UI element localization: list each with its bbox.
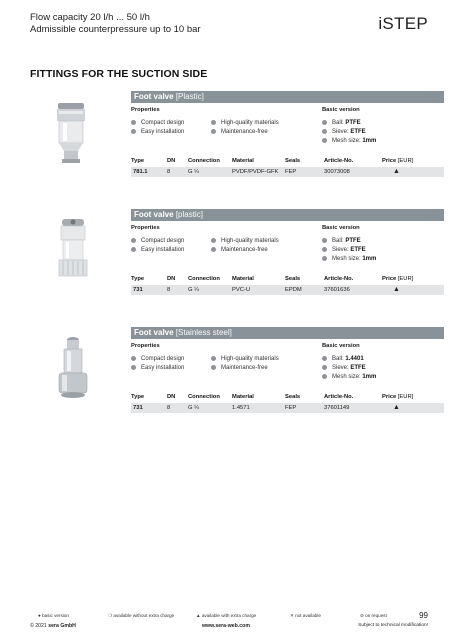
cell-type: 781.1 <box>133 169 148 175</box>
col-article: Article-No. <box>324 158 354 164</box>
properties-label: Properties <box>131 343 160 349</box>
bullet-icon <box>322 238 327 243</box>
product-table <box>131 273 444 295</box>
product-table <box>131 155 444 177</box>
website-link[interactable]: www.sera-web.com <box>202 623 250 629</box>
bullet-icon <box>322 129 327 134</box>
col-dn: DN <box>167 158 176 164</box>
product-table <box>131 391 444 413</box>
cell-article: 30073008 <box>324 169 350 175</box>
modification-notice: Subject to technical modification! <box>358 623 428 628</box>
bullet-icon <box>131 356 136 361</box>
open-circle-icon: ❍ <box>108 613 113 618</box>
header-flow-capacity: Flow capacity 20 l/h ... 50 l/h <box>30 12 150 23</box>
property-item: Easy installation <box>131 246 184 255</box>
price-triangle-icon: ▲ <box>393 404 400 411</box>
property-item: Maintenance-free <box>211 246 279 255</box>
bullet-icon <box>131 129 136 134</box>
bullet-icon <box>211 120 216 125</box>
product-content <box>131 91 444 177</box>
cell-seals: FEP <box>285 405 297 411</box>
table-header <box>131 273 444 285</box>
property-item: Easy installation <box>131 128 184 137</box>
bullet-icon <box>211 356 216 361</box>
properties-header <box>131 225 444 237</box>
triangle-icon: ▲ <box>196 613 201 618</box>
cell-material: PVDF/PVDF-GFK <box>232 169 279 175</box>
basic-version-item: Sieve: ETFE <box>322 364 376 373</box>
foot-valve-stainless-photo <box>50 335 106 409</box>
cell-connection: G ¼ <box>188 169 199 175</box>
col-connection: Connection <box>188 394 220 400</box>
col-connection: Connection <box>188 276 220 282</box>
bullet-icon <box>131 365 136 370</box>
cell-connection: G ¼ <box>188 405 199 411</box>
col-dn: DN <box>167 276 176 282</box>
cell-article: 37601636 <box>324 287 350 293</box>
property-item: High-quality materials <box>211 237 279 246</box>
product-title-bar <box>131 209 444 221</box>
cell-seals: FEP <box>285 169 297 175</box>
bullet-icon <box>322 256 327 261</box>
basic-version-label: Basic version <box>322 225 360 231</box>
product-title-bar <box>131 91 444 103</box>
properties-label: Properties <box>131 107 160 113</box>
property-item: High-quality materials <box>211 355 279 364</box>
properties-list <box>131 355 444 391</box>
col-material: Material <box>232 158 254 164</box>
basic-version-item: Mesh size: 1mm <box>322 373 376 382</box>
price-triangle-icon: ▲ <box>393 286 400 293</box>
copyright: © 2021 sera GmbH <box>30 623 76 629</box>
property-item: Maintenance-free <box>211 364 279 373</box>
product-content <box>131 209 444 295</box>
col-material: Material <box>232 276 254 282</box>
basic-version-item: Ball: PTFE <box>322 237 376 246</box>
product-content <box>131 327 444 413</box>
col-type: Type <box>131 394 145 400</box>
properties-list <box>131 119 444 155</box>
filled-circle-icon: ● <box>38 613 41 618</box>
page-number: 99 <box>419 611 428 620</box>
foot-valve-plastic-photo <box>50 99 106 173</box>
product-name: Foot valve <box>134 92 174 101</box>
properties-header <box>131 343 444 355</box>
basic-version-item: Sieve: ETFE <box>322 128 376 137</box>
table-row <box>131 285 444 295</box>
property-item: Compact design <box>131 355 184 364</box>
section-title: FITTINGS FOR THE SUCTION SIDE <box>30 68 208 80</box>
product-variant: [Plastic] <box>175 92 204 101</box>
col-type: Type <box>131 158 145 164</box>
col-price: Price [EUR] <box>382 158 414 164</box>
bullet-icon <box>131 247 136 252</box>
properties-list <box>131 237 444 273</box>
col-seals: Seals <box>285 394 301 400</box>
foot-valve-plastic-photo <box>50 217 106 291</box>
cell-material: 1.4571 <box>232 405 250 411</box>
basic-version-item: Ball: 1.4401 <box>322 355 376 364</box>
col-seals: Seals <box>285 158 301 164</box>
col-dn: DN <box>167 394 176 400</box>
table-row <box>131 403 444 413</box>
property-item: High-quality materials <box>211 119 279 128</box>
properties-header <box>131 107 444 119</box>
cell-dn: 8 <box>167 287 171 293</box>
bullet-icon <box>211 365 216 370</box>
bullet-icon <box>211 247 216 252</box>
bullet-icon <box>322 247 327 252</box>
basic-version-label: Basic version <box>322 107 360 113</box>
bullet-icon <box>131 238 136 243</box>
basic-version-label: Basic version <box>322 343 360 349</box>
slashed-circle-icon: ⊘ <box>360 613 364 618</box>
legend-extra-charge: ▲ available with extra charge <box>196 613 257 618</box>
legend <box>38 612 418 620</box>
col-price: Price [EUR] <box>382 276 414 282</box>
basic-version-item: Ball: PTFE <box>322 119 376 128</box>
cell-article: 37601149 <box>324 405 350 411</box>
basic-version-item: Mesh size: 1mm <box>322 137 376 146</box>
table-header <box>131 155 444 167</box>
property-item: Maintenance-free <box>211 128 279 137</box>
bullet-icon <box>131 120 136 125</box>
legend-on-request: ⊘ on request <box>360 613 387 618</box>
cell-material: PVC-U <box>232 287 251 293</box>
price-triangle-icon: ▲ <box>393 168 400 175</box>
col-type: Type <box>131 276 145 282</box>
product-variant: [plastic] <box>175 210 203 219</box>
properties-label: Properties <box>131 225 160 231</box>
basic-version-item: Sieve: ETFE <box>322 246 376 255</box>
property-item: Easy installation <box>131 364 184 373</box>
product-title-bar <box>131 327 444 339</box>
product-name: Foot valve <box>134 328 174 337</box>
product-name: Foot valve <box>134 210 174 219</box>
bullet-icon <box>211 129 216 134</box>
legend-basic-version: ● basic version <box>38 613 69 618</box>
col-price: Price [EUR] <box>382 394 414 400</box>
legend-without-charge: ❍ available without extra charge <box>108 613 175 618</box>
col-article: Article-No. <box>324 394 354 400</box>
basic-version-item: Mesh size: 1mm <box>322 255 376 264</box>
header-counterpressure: Admissible counterpressure up to 10 bar <box>30 24 201 35</box>
cell-dn: 8 <box>167 169 171 175</box>
bullet-icon <box>322 374 327 379</box>
product-variant: [Stainless steel] <box>175 328 232 337</box>
bullet-icon <box>322 138 327 143</box>
col-material: Material <box>232 394 254 400</box>
bullet-icon <box>322 365 327 370</box>
bullet-icon <box>211 238 216 243</box>
bullet-icon <box>322 356 327 361</box>
cross-icon: ✕ <box>290 613 294 618</box>
property-item: Compact design <box>131 119 184 128</box>
col-seals: Seals <box>285 276 301 282</box>
property-item: Compact design <box>131 237 184 246</box>
page-header <box>30 12 428 36</box>
cell-type: 731 <box>133 405 143 411</box>
cell-connection: G ¼ <box>188 287 199 293</box>
cell-dn: 8 <box>167 405 171 411</box>
col-article: Article-No. <box>324 276 354 282</box>
bullet-icon <box>322 120 327 125</box>
cell-seals: EPDM <box>285 287 302 293</box>
cell-type: 731 <box>133 287 143 293</box>
table-header <box>131 391 444 403</box>
brand-logo: iSTEP <box>378 14 428 33</box>
table-row <box>131 167 444 177</box>
legend-not-available: ✕ not available <box>290 613 321 618</box>
col-connection: Connection <box>188 158 220 164</box>
